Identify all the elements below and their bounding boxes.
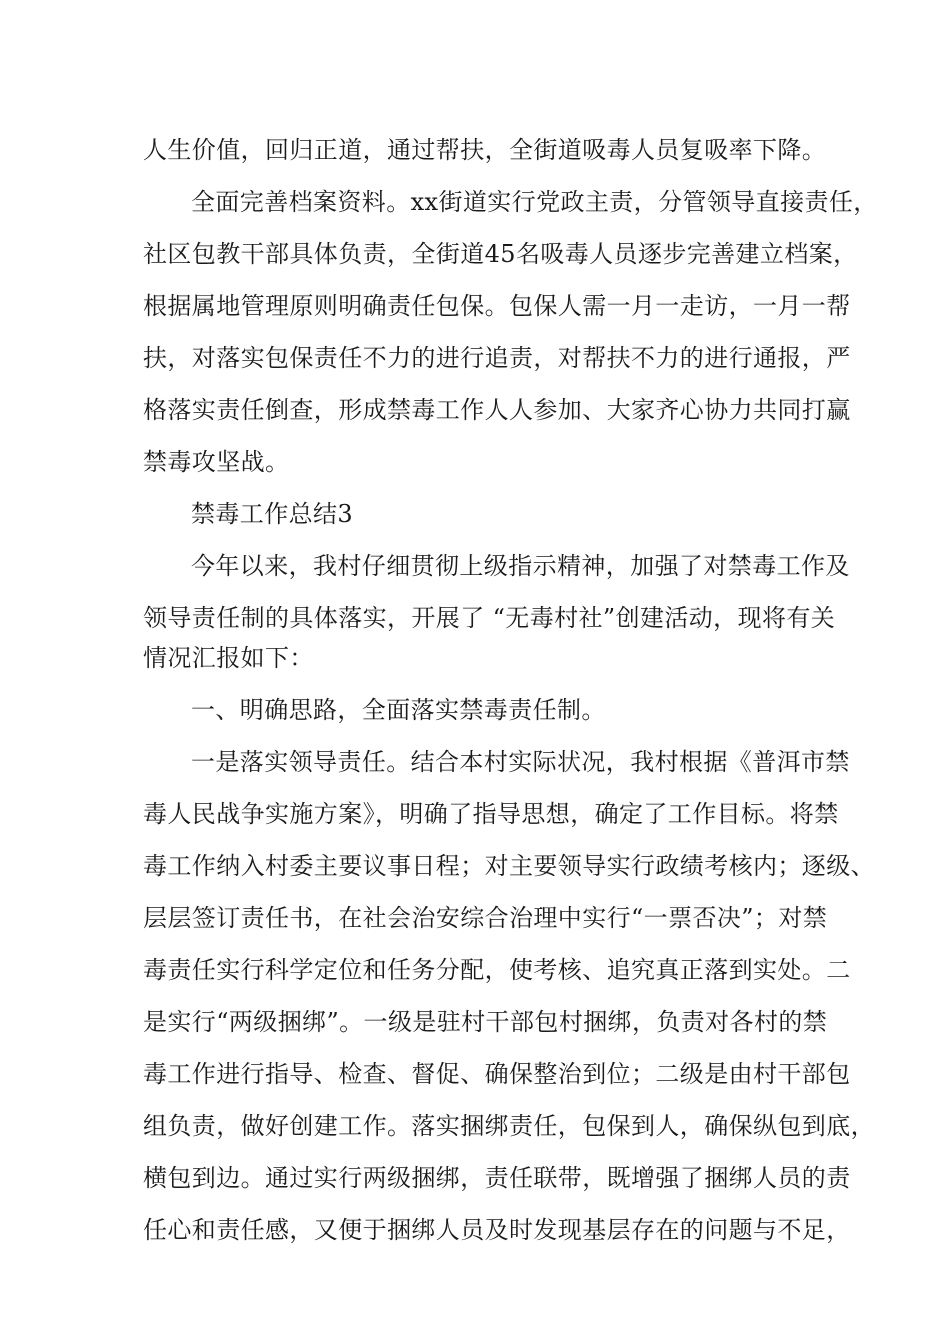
text-line: 格落实责任倒查，形成禁毒工作人人参加、大家齐心协力共同打赢 — [143, 396, 851, 424]
section-heading: 一、明确思路，全面落实禁毒责任制。 — [191, 696, 606, 724]
text-line: 是实行“两级捆绑”。一级是驻村干部包村捆绑，负责对各村的禁 — [143, 1008, 828, 1036]
text-line: 扶，对落实包保责任不力的进行追责，对帮扶不力的进行通报，严 — [143, 344, 851, 372]
text-line: 毒工作纳入村委主要议事日程；对主要领导实行政绩考核内；逐级、 — [143, 852, 875, 880]
text-line: 禁毒攻坚战。 — [143, 448, 290, 476]
text-line: 层层签订责任书，在社会治安综合治理中实行“一票否决”；对禁 — [143, 904, 828, 932]
text-line: 全面完善档案资料。xx街道实行党政主责，分管领导直接责任， — [191, 188, 878, 216]
section-heading: 禁毒工作总结3 — [191, 500, 354, 528]
text-line: 毒人民战争实施方案》，明确了指导思想，确定了工作目标。将禁 — [143, 800, 839, 828]
text-line: 今年以来，我村仔细贯彻上级指示精神，加强了对禁毒工作及 — [191, 552, 850, 580]
text-line: 毒责任实行科学定位和任务分配，使考核、追究真正落到实处。二 — [143, 956, 851, 984]
text-line: 人生价值，回归正道，通过帮扶，全街道吸毒人员复吸率下降。 — [143, 136, 827, 164]
text-line: 任心和责任感，又便于捆绑人员及时发现基层存在的问题与不足， — [143, 1216, 851, 1244]
text-line: 组负责，做好创建工作。落实捆绑责任，包保到人，确保纵包到底， — [143, 1112, 875, 1140]
text-line: 根据属地管理原则明确责任包保。包保人需一月一走访，一月一帮 — [143, 292, 851, 320]
text-line: 横包到边。通过实行两级捆绑，责任联带，既增强了捆绑人员的责 — [143, 1164, 851, 1192]
text-line: 领导责任制的具体落实，开展了 “无毒村社”创建活动，现将有关 — [143, 604, 836, 632]
text-line: 情况汇报如下： — [143, 644, 314, 672]
text-line: 一是落实领导责任。结合本村实际状况，我村根据《普洱市禁 — [191, 748, 850, 776]
text-line: 社区包教干部具体负责，全街道45名吸毒人员逐步完善建立档案， — [143, 240, 858, 268]
text-line: 毒工作进行指导、检查、督促、确保整治到位；二级是由村干部包 — [143, 1060, 851, 1088]
